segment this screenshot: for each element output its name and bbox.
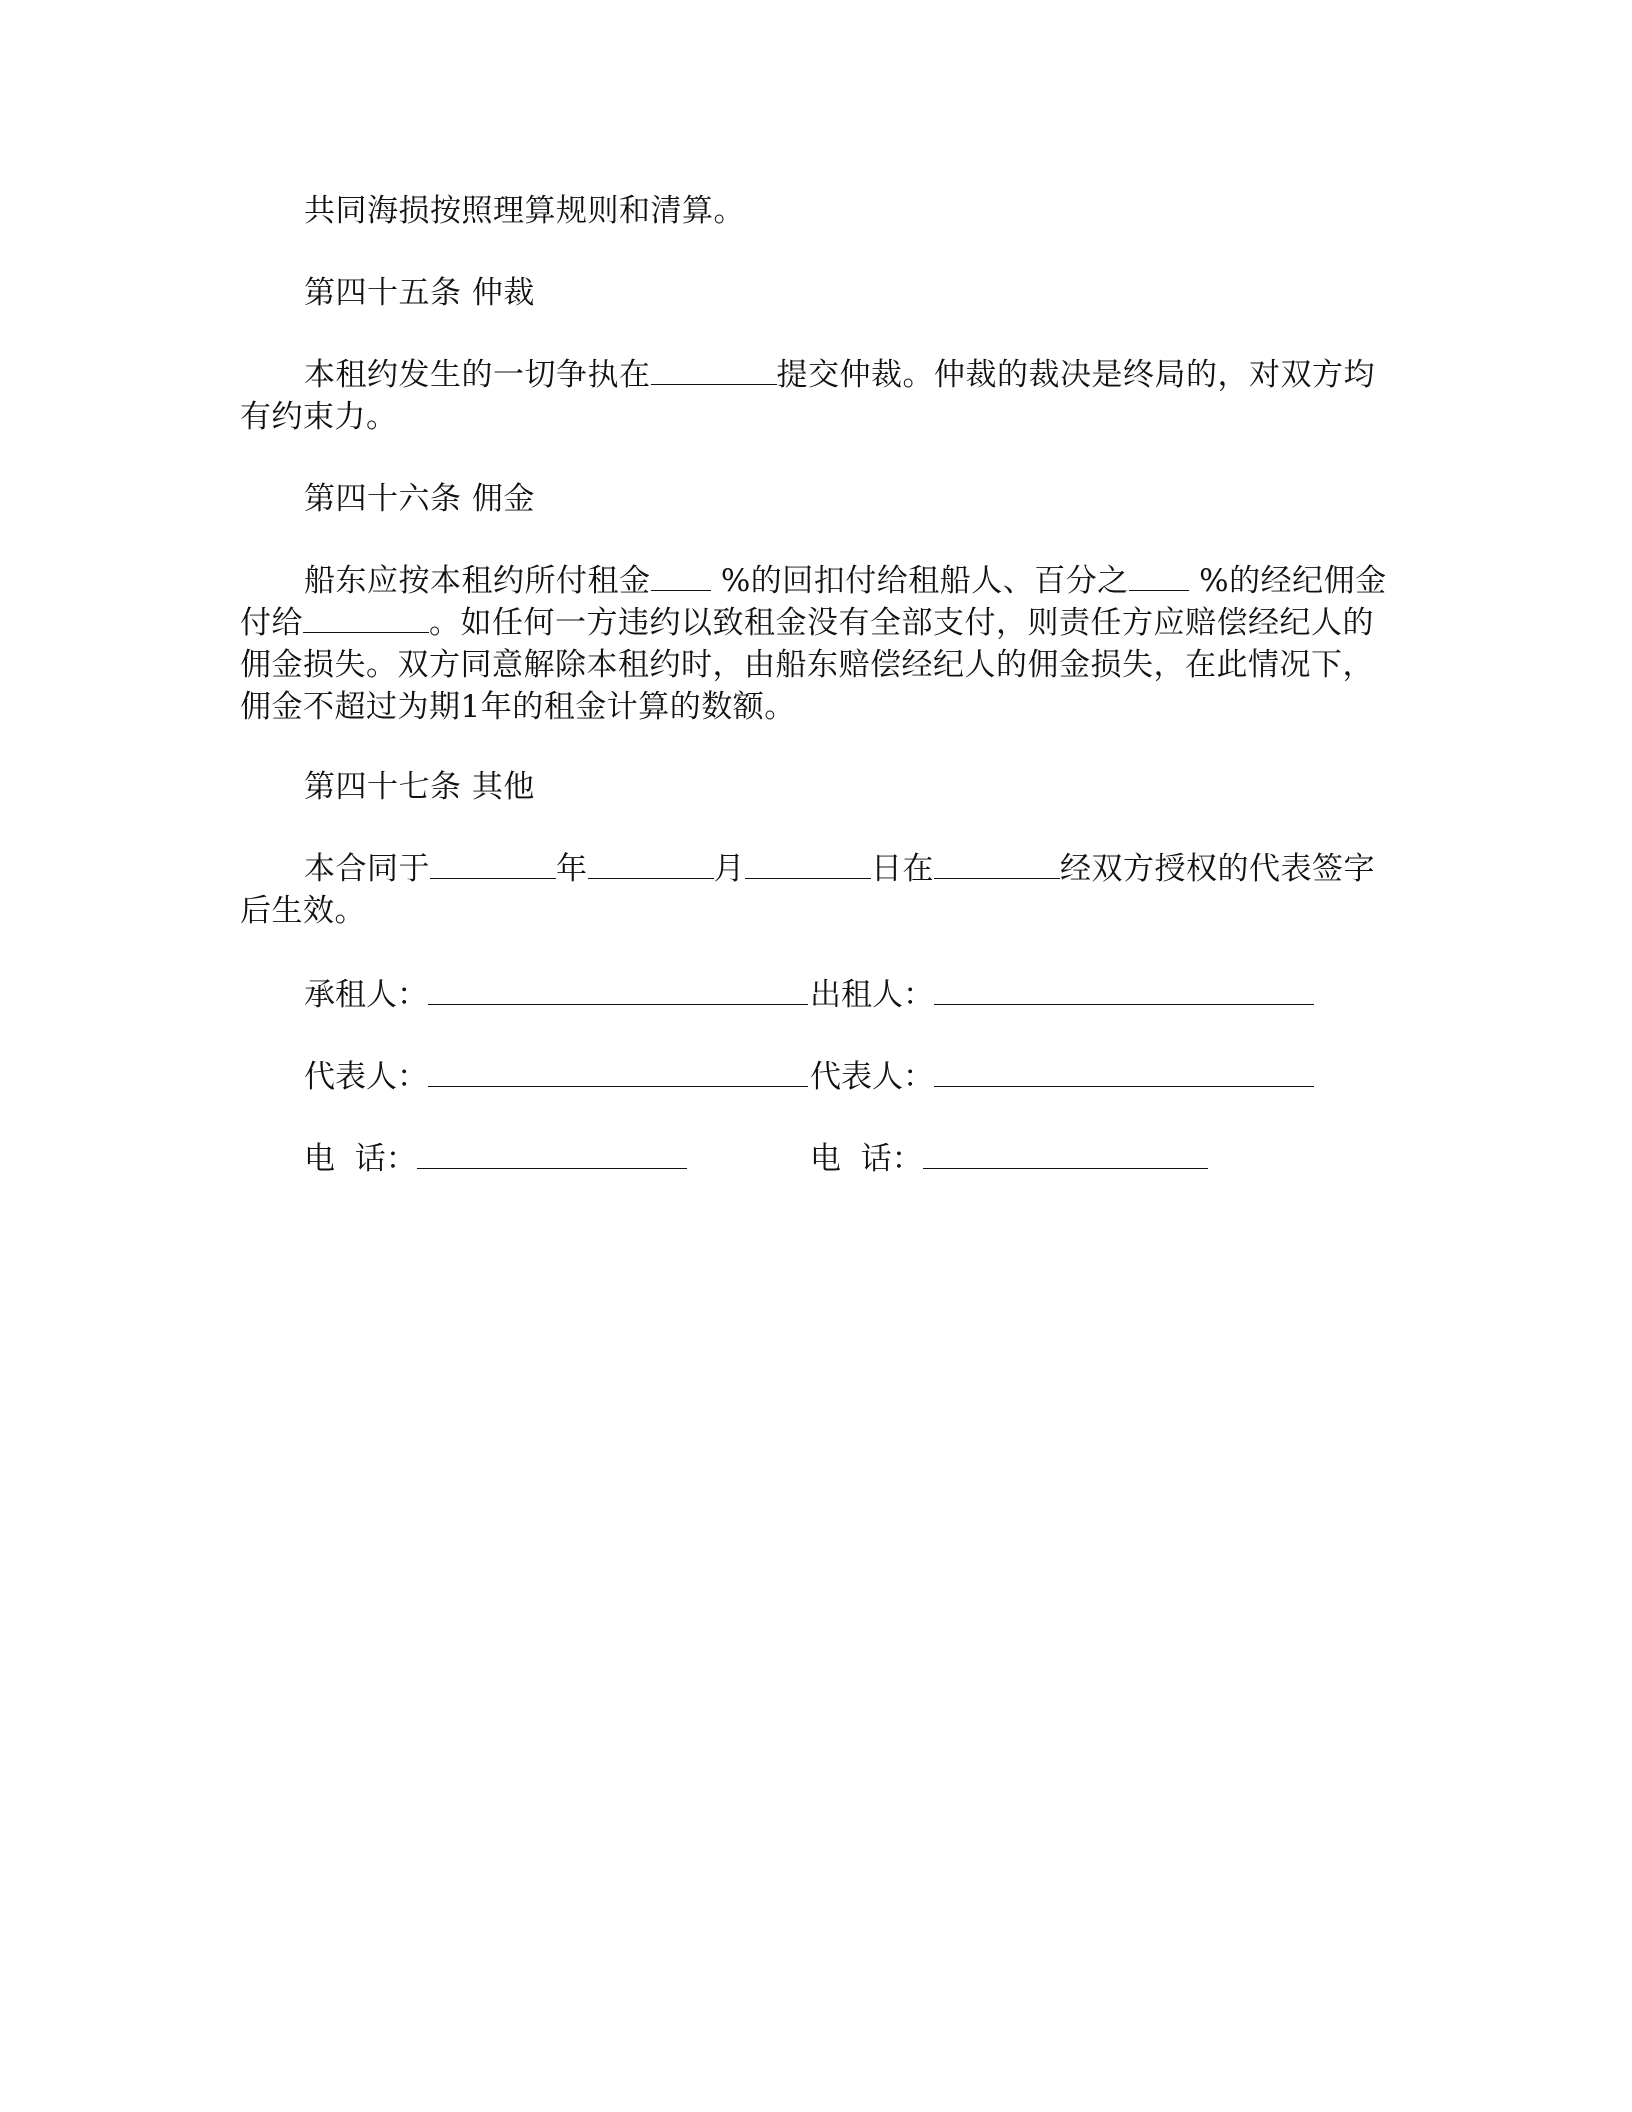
- text-segment: 佣金损失。双方同意解除本租约时，由船东赔偿经纪人的佣金损失，在此情况下，: [240, 647, 1374, 683]
- blank-commission-payee[interactable]: [303, 602, 429, 633]
- text-segment: 。如任何一方违约以致租金没有全部支付，则责任方应赔偿经纪人的: [429, 605, 1374, 641]
- lessee-representative-field[interactable]: [428, 1056, 808, 1087]
- phone-label: 电 话：: [810, 1141, 923, 1177]
- blank-commission-percent[interactable]: [1129, 560, 1189, 591]
- text-segment: 船东应按本租约所付租金: [304, 563, 651, 599]
- article-46-line-2: [240, 602, 1390, 644]
- article-45-line-2: [240, 396, 1390, 438]
- lessee-label: 承租人：: [304, 977, 428, 1013]
- text-segment: 日在: [871, 851, 934, 887]
- signature-lessor: [810, 974, 1314, 1016]
- article-47-line-2: [240, 890, 1390, 932]
- paragraph-text: 共同海损按照理算规则和清算。: [304, 193, 745, 229]
- blank-signing-place[interactable]: [934, 848, 1060, 879]
- blank-arbitration-place[interactable]: [651, 354, 777, 385]
- representative-label: 代表人：: [810, 1059, 934, 1095]
- blank-rebate-percent[interactable]: [651, 560, 711, 591]
- text-segment: 经双方授权的代表签字: [1060, 851, 1375, 887]
- lessor-representative-field[interactable]: [934, 1056, 1314, 1087]
- text-segment: 提交仲裁。仲裁的裁决是终局的，对双方均: [776, 357, 1375, 393]
- article-45-line-1: [304, 354, 1454, 396]
- heading-text: 第四十七条 其他: [304, 769, 535, 805]
- phone-label: 电 话：: [304, 1141, 417, 1177]
- article-46-line-3: [240, 644, 1390, 686]
- signature-rep-right: [810, 1056, 1314, 1098]
- signature-phone-left: [304, 1138, 687, 1180]
- signature-phone-right: [810, 1138, 1208, 1180]
- article-46-heading: [304, 478, 1454, 520]
- text-segment: %的回扣付给租船人、百分之: [710, 563, 1129, 599]
- text-segment: %的经纪佣金: [1188, 563, 1387, 599]
- signature-rep-left: [304, 1056, 808, 1098]
- signature-lessee: [304, 974, 808, 1016]
- text-segment: 年: [556, 851, 588, 887]
- text-segment: 有约束力。: [240, 399, 398, 435]
- article-47-line-1: [304, 848, 1454, 890]
- article-45-heading: [304, 272, 1454, 314]
- text-segment: 月: [713, 851, 745, 887]
- text-segment: 佣金不超过为期1年的租金计算的数额。: [240, 689, 796, 725]
- heading-text: 第四十五条 仲裁: [304, 275, 535, 311]
- heading-text: 第四十六条 佣金: [304, 481, 535, 517]
- text-segment: 本合同于: [304, 851, 430, 887]
- text-segment: 本租约发生的一切争执在: [304, 357, 651, 393]
- blank-day[interactable]: [745, 848, 871, 879]
- article-46-line-1: [304, 560, 1454, 602]
- article-47-heading: [304, 766, 1454, 808]
- lessee-field[interactable]: [428, 974, 808, 1005]
- paragraph-general-average: [304, 190, 1454, 232]
- lessor-field[interactable]: [934, 974, 1314, 1005]
- article-46-line-4: [240, 686, 1390, 728]
- blank-year[interactable]: [430, 848, 556, 879]
- representative-label: 代表人：: [304, 1059, 428, 1095]
- text-segment: 后生效。: [240, 893, 366, 929]
- lessor-label: 出租人：: [810, 977, 934, 1013]
- text-segment: 付给: [240, 605, 303, 641]
- lessee-phone-field[interactable]: [417, 1138, 687, 1169]
- lessor-phone-field[interactable]: [923, 1138, 1208, 1169]
- blank-month[interactable]: [588, 848, 714, 879]
